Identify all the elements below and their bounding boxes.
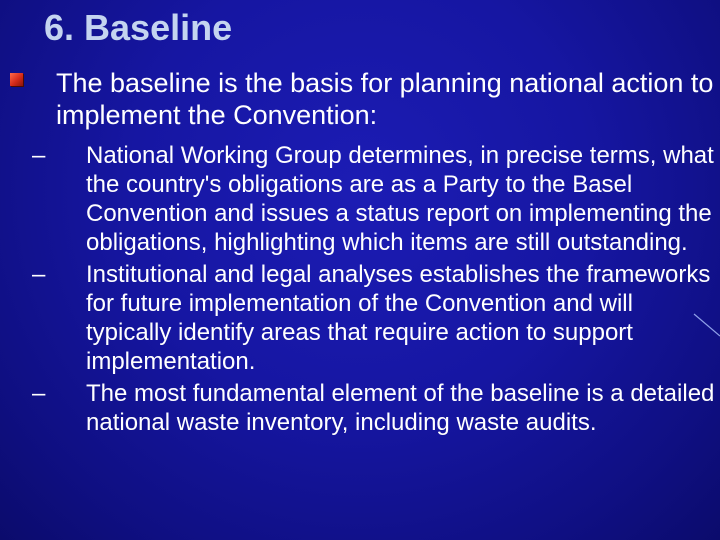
- sub-bullet-text: Institutional and legal analyses establishes the frameworks for future implementation of the Convention and will typically identify areas that require action to support implementation.: [86, 261, 711, 375]
- red-square-bullet-icon: [10, 73, 23, 86]
- sub-bullet-text: National Working Group determines, in precise terms, what the country's obligations are as a Party to the Basel Convention and issues a status report on implementing the obligations, highlighting which items are still outstanding.: [86, 142, 714, 256]
- dash-bullet-icon: –: [32, 142, 46, 169]
- slide-title: 6. Baseline: [44, 7, 233, 48]
- dash-bullet-icon: –: [32, 261, 46, 288]
- diagonal-line-decoration: [692, 312, 720, 338]
- sub-bullet-list: [32, 141, 716, 440]
- dash-bullet-icon: –: [32, 380, 46, 407]
- sub-bullet-item: [32, 260, 716, 376]
- sub-bullet-text: The most fundamental element of the baseline is a detailed national waste inventory, including waste audits.: [86, 380, 715, 436]
- sub-bullet-item: [32, 379, 716, 437]
- sub-bullet-item: [32, 141, 716, 257]
- main-bullet-text: The baseline is the basis for planning national action to implement the Convention:: [56, 68, 714, 130]
